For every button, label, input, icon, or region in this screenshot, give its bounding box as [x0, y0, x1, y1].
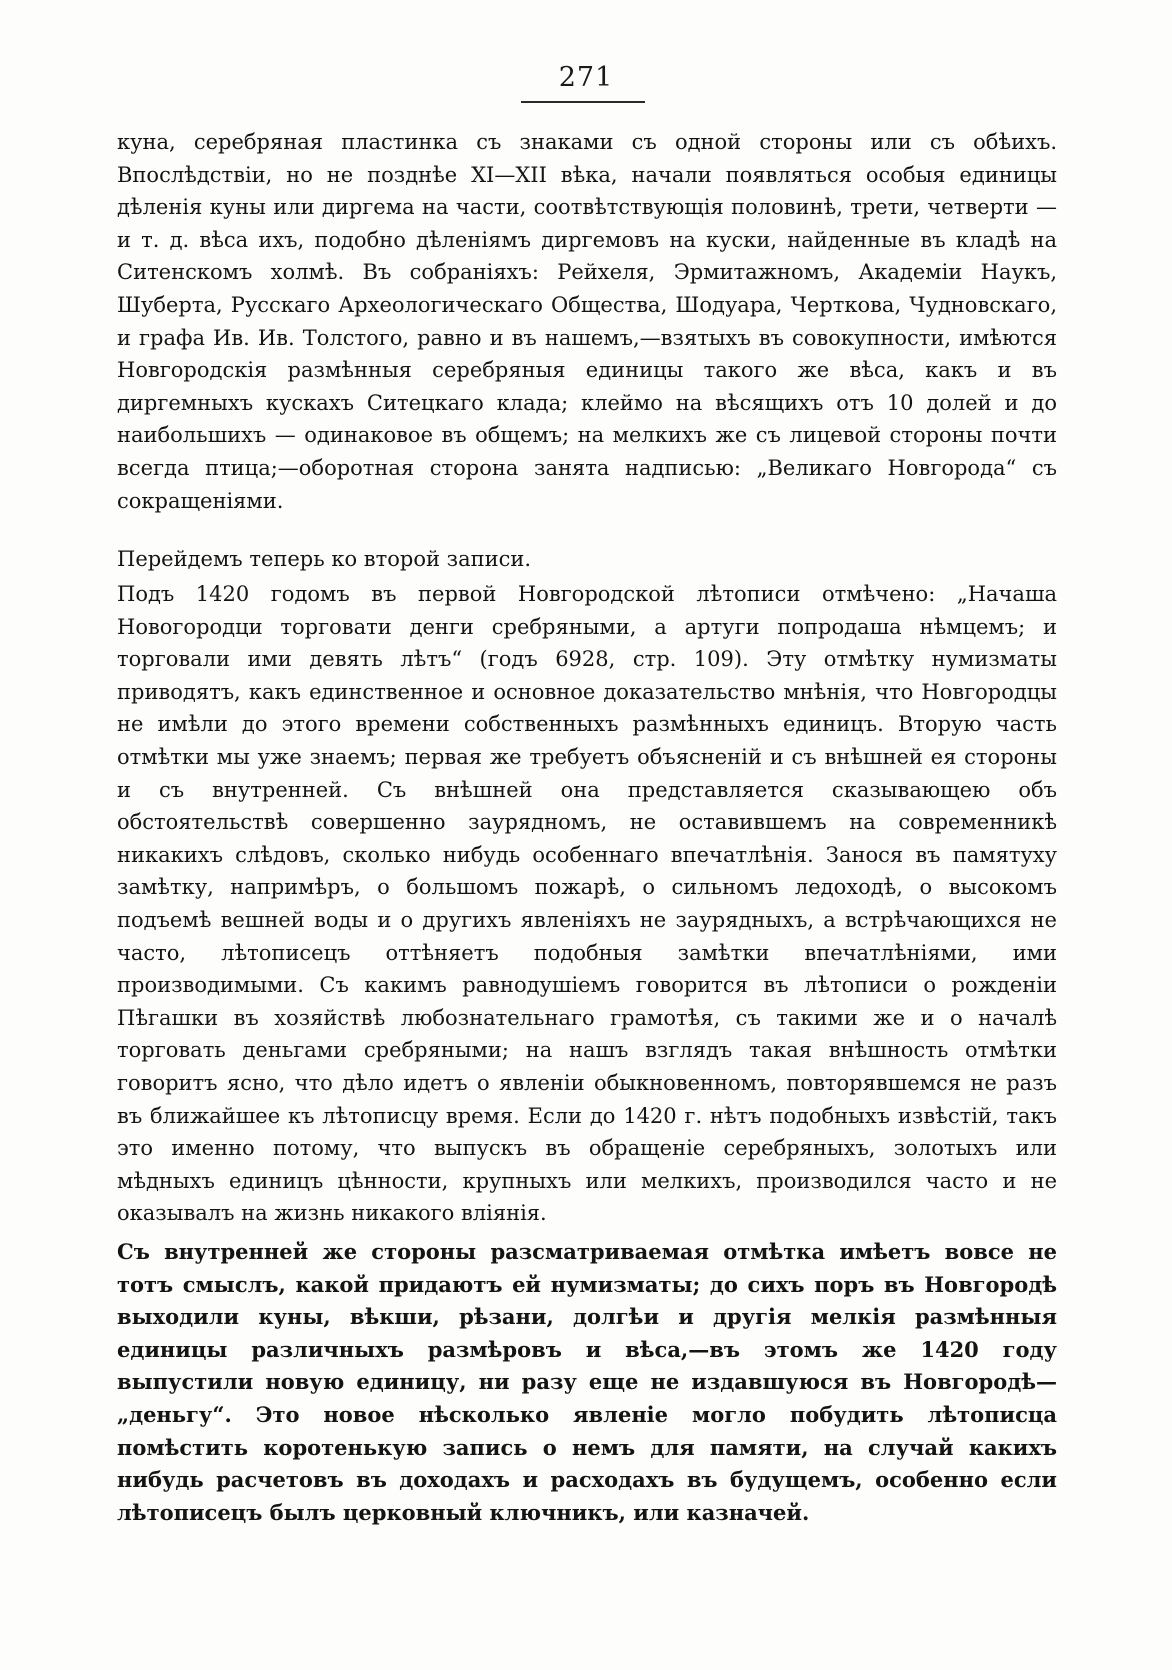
- paragraph-2: Перейдемъ теперь ко второй записи.: [117, 547, 532, 571]
- paragraph-4: Съ внутренней же стороны разсматриваемая отмѣтка имѣетъ вовсе не тотъ смыслъ, какой придаютъ ей нумизматы; до сихъ поръ въ Новгородѣ выходили куны, вѣкши, рѣзани, долгѣи и другія мелкія размѣнныя единицы различныхъ размѣровъ и вѣса,—въ этомъ же 1420 году выпустили новую единицу, ни разу еще не издавшуюся въ Новгородѣ—„деньгу“. Это новое нѣсколько явленіе могло побудить лѣтописца помѣстить коротенькую запись о немъ для памяти, на случай какихъ нибудь расчетовъ въ доходахъ и расходахъ въ будущемъ, особенно если лѣтописецъ былъ церковный ключникъ, или казначей.: [117, 1239, 1057, 1525]
- page-number: 271: [558, 62, 614, 93]
- paragraph-1: куна, серебряная пластинка съ знаками съ одной стороны или съ обѣихъ. Впослѣдствіи, но не позднѣе XI—XII вѣка, начали появляться особыя единицы дѣленія куны или диргема на части, соотвѣтствующія половинѣ, трети, четверти — и т. д. вѣса ихъ, подобно дѣленіямъ диргемовъ на куски, найденные въ кладѣ на Ситенскомъ холмѣ. Въ собраніяхъ: Рейхеля, Эрмитажномъ, Академіи Наукъ, Шуберта, Русскаго Археологическаго Общества, Шодуара, Черткова, Чудновскаго, и графа Ив. Ив. Толстого, равно и въ нашемъ,—взятыхъ въ совокупности, имѣются Новгородскія размѣнныя серебряныя единицы такого же вѣса, какъ и въ диргемныхъ кускахъ Ситецкаго клада; клеймо на вѣсящихъ отъ 10 долей и до наибольшихъ — одинаковое въ общемъ; на мелкихъ же съ лицевой стороны почти всегда птица;—оборотная сторона занята надписью: „Великаго Новгорода“ съ сокращеніями.: [117, 130, 1057, 513]
- page-number-rule: [521, 101, 645, 103]
- paragraph-3: Подъ 1420 годомъ въ первой Новгородской лѣтописи отмѣчено: „Начаша Новогородци торговати денги сребряными, а артуги попродаша нѣмцемъ; и торговали ими девять лѣтъ“ (годъ 6928, стр. 109). Эту отмѣтку нумизматы приводятъ, какъ единственное и основное доказательство мнѣнія, что Новгородцы не имѣли до этого времени собственныхъ размѣнныхъ единицъ. Вторую часть отмѣтки мы уже знаемъ; первая же требуетъ объясненій и съ внѣшней ея стороны и съ внутренней. Съ внѣшней она представляется сказывающею объ обстоятельствѣ совершенно заурядномъ, не оставившемъ на современникѣ никакихъ слѣдовъ, сколько нибудь особеннаго впечатлѣнія. Занося въ памятуху замѣтку, напримѣръ, о большомъ пожарѣ, о сильномъ ледоходѣ, о высокомъ подъемѣ вешней воды и о другихъ явленіяхъ не заурядныхъ, а встрѣчающихся не часто, лѣтописецъ оттѣняетъ подобныя замѣтки впечатлѣніями, ими производимыми. Съ какимъ равнодушіемъ говорится въ лѣтописи о рожденіи Пѣгашки въ хозяйствѣ любознательнаго грамотѣя, съ такими же и о началѣ торговать деньгами сребряными; на нашъ взглядъ такая внѣшность отмѣтки говоритъ ясно, что дѣло идетъ о явленіи обыкновенномъ, повторявшемся не разъ въ ближайшее къ лѣтописцу время. Если до 1420 г. нѣтъ подобныхъ извѣстій, такъ это именно потому, что выпускъ въ обращеніе серебряныхъ, золотыхъ или мѣдныхъ единицъ цѣнности, крупныхъ или мелкихъ, производился часто и не оказывалъ на жизнь никакого вліянія.: [117, 582, 1057, 1226]
